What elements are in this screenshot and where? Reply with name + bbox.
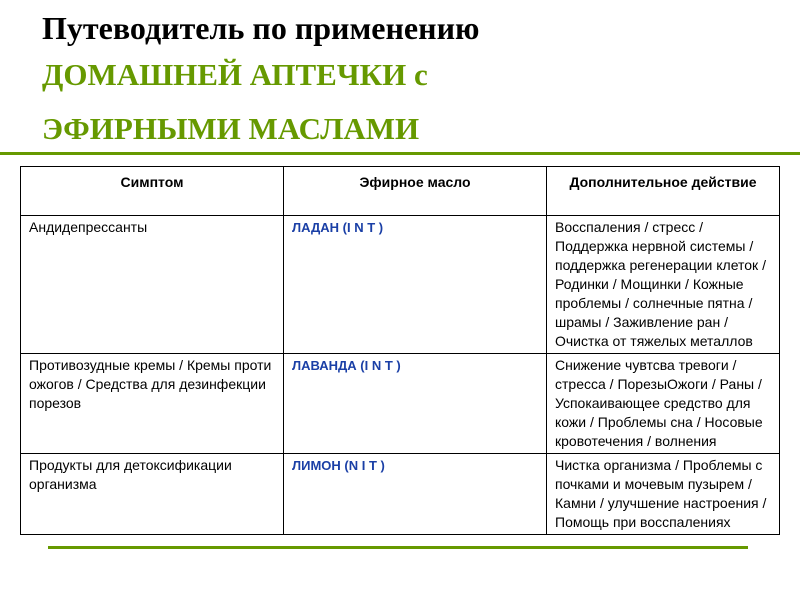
oil-cell: ЛАДАН (I N T ) [284, 216, 547, 354]
title-line-3: ЭФИРНЫМИ МАСЛАМИ [42, 111, 420, 147]
action-cell: Снижение чувтсва тревоги / стресса / ПорезыОжоги / Раны / Успокаивающее средство для кожи / Проблемы сна / Носовые кровотечения / волнения [547, 354, 780, 454]
symptom-cell: Продукты для детоксификации организма [21, 454, 284, 535]
symptom-cell: Противозудные кремы / Кремы проти ожогов / Средства для дезинфекции порезов [21, 354, 284, 454]
action-cell: Чистка организма / Проблемы с почками и мочевым пузырем / Камни / улучшение настроения / Помощь при восспалениях [547, 454, 780, 535]
table-row [21, 454, 780, 535]
oils-table [20, 166, 780, 535]
page-title [42, 8, 479, 157]
action-cell: Восспаления / стресс / Поддержка нервной системы / поддержка регенерации клеток / Родинки / Мощинки / Кожные проблемы / солнечные пятна / шрамы / Заживление ран / Очистка от тяжелых металлов [547, 216, 780, 354]
top-divider [0, 152, 800, 155]
table-row [21, 216, 780, 354]
header-symptom: Симптом [21, 167, 284, 216]
table-header-row [21, 167, 780, 216]
table-row [21, 354, 780, 454]
title-line-2: ДОМАШНЕЙ АПТЕЧКИ с [42, 57, 428, 92]
header-oil: Эфирное масло [284, 167, 547, 216]
header-action: Дополнительное действие [547, 167, 780, 216]
oil-cell: ЛИМОН (N I T ) [284, 454, 547, 535]
oil-cell: ЛАВАНДА (I N T ) [284, 354, 547, 454]
symptom-cell: Андидепрессанты [21, 216, 284, 354]
title-line-1: Путеводитель по применению [42, 10, 480, 46]
bottom-divider [48, 546, 748, 549]
